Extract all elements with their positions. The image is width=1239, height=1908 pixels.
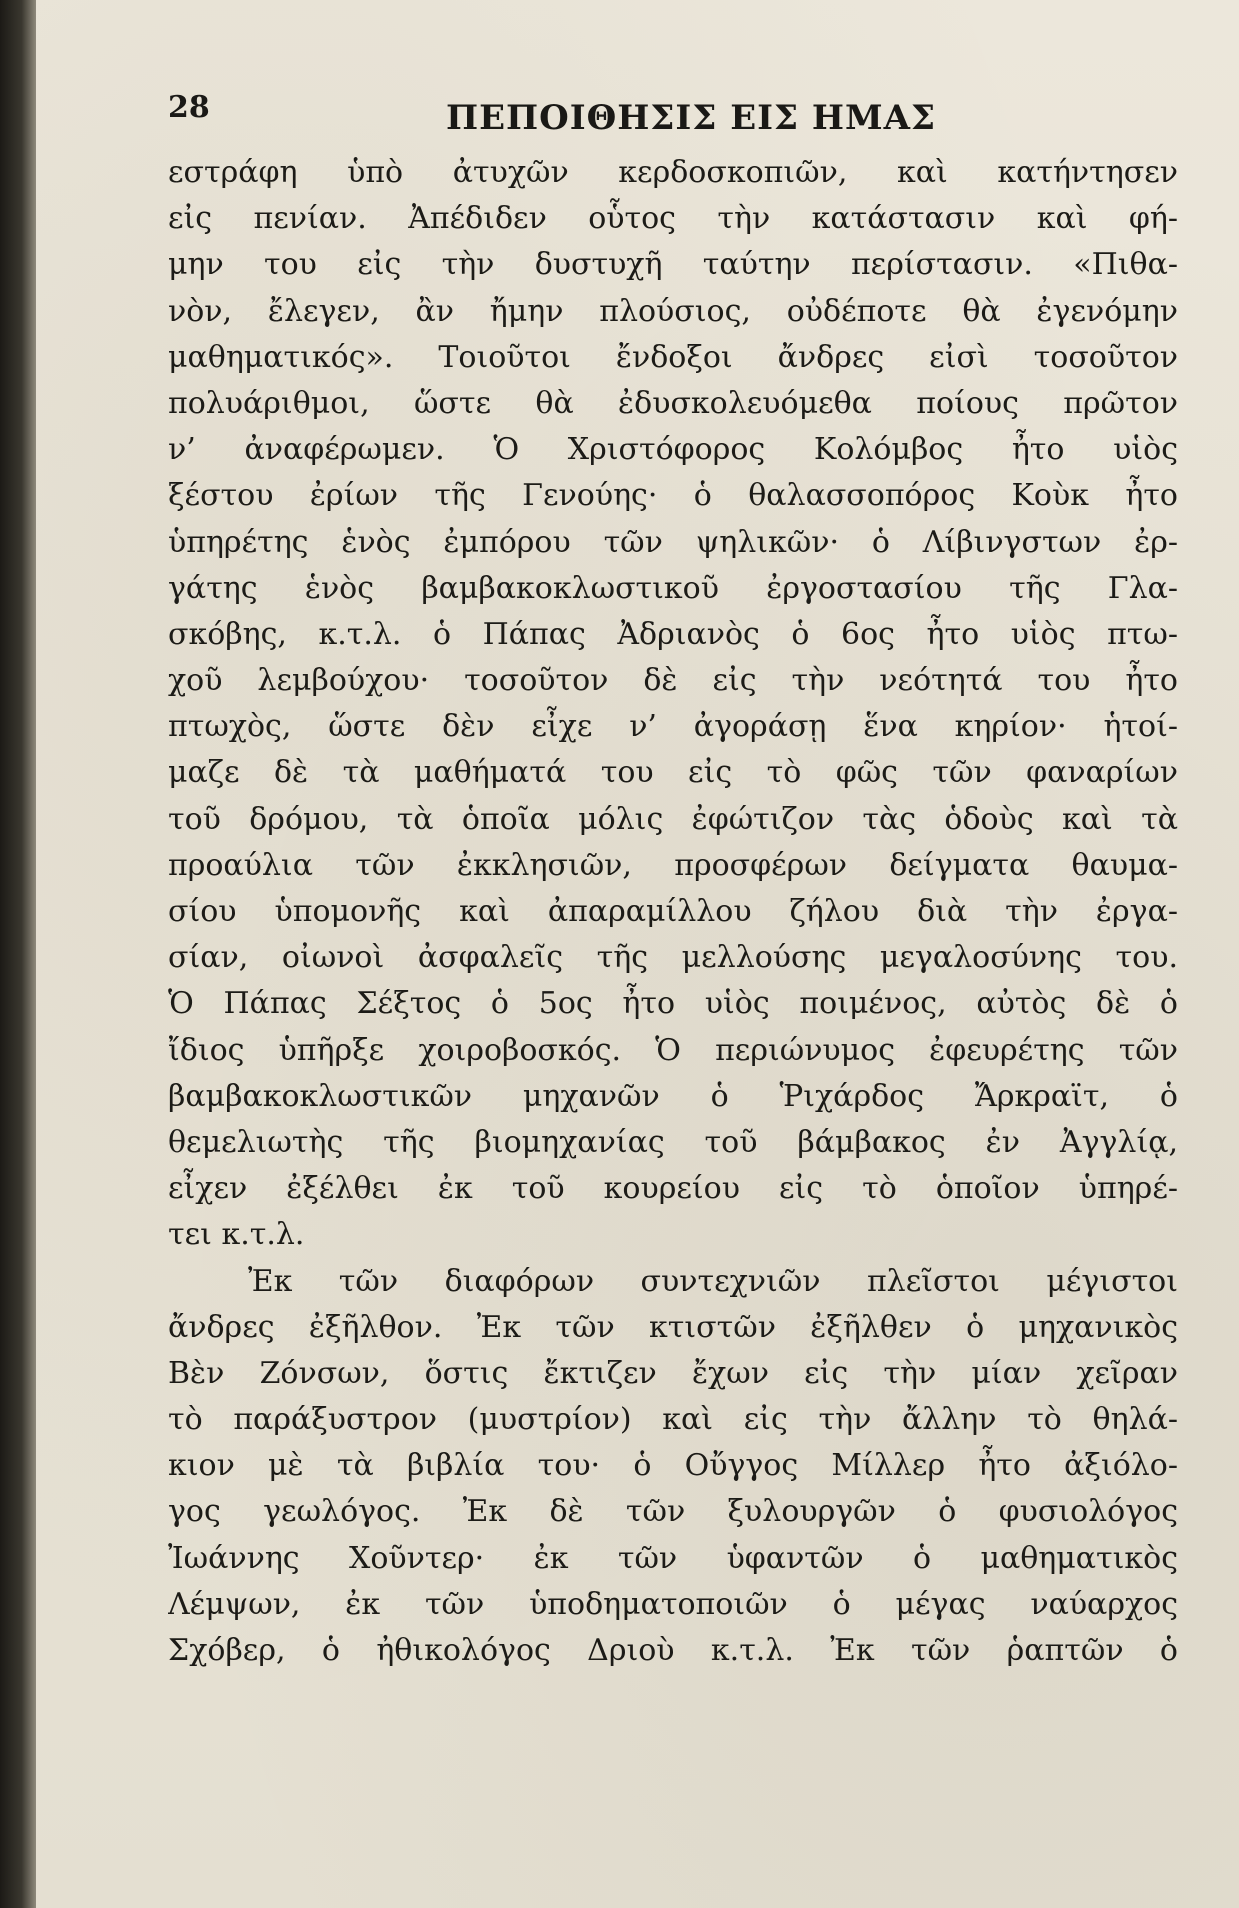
text-line: σκόβης, κ.τ.λ. ὁ Πάπας Ἀδριανὸς ὁ 6ος ἦτο υἱὸς πτω- <box>168 616 1178 652</box>
text-line: βαμβακοκλωστικῶν μηχανῶν ὁ Ῥιχάρδος Ἄρκραϊτ, ὁ <box>168 1078 1178 1114</box>
text-line: γος γεωλόγος. Ἐκ δὲ τῶν ξυλουργῶν ὁ φυσιολόγος <box>168 1494 1178 1530</box>
text-line: εστράφη ὑπὸ ἀτυχῶν κερδοσκοπιῶν, καὶ κατήντησεν <box>168 155 1178 190</box>
running-head: ΠΕΠΟΙΘΗΣΙΣ ΕΙΣ ΗΜΑΣ <box>446 98 937 138</box>
text-line: μαζε δὲ τὰ μαθήματά του εἰς τὸ φῶς τῶν φαναρίων <box>168 755 1178 791</box>
text-line: τοῦ δρόμου, τὰ ὁποῖα μόλις ἐφώτιζον τὰς ὁδοὺς καὶ τὰ <box>168 801 1178 837</box>
body-text <box>168 150 1178 1674</box>
text-line: Ἐκ τῶν διαφόρων συντεχνιῶν πλεῖστοι μέγιστοι <box>248 1263 1178 1299</box>
text-line: Ἰωάννης Χοῦντερ· ἐκ τῶν ὑφαντῶν ὁ μαθηματικὸς <box>168 1540 1178 1576</box>
text-line: γάτης ἑνὸς βαμβακοκλωστικοῦ ἐργοστασίου τῆς Γλα- <box>168 570 1178 606</box>
text-line: ἄνδρες ἐξῆλθον. Ἐκ τῶν κτιστῶν ἐξῆλθεν ὁ μηχανικὸς <box>168 1309 1178 1345</box>
text-line: κιον μὲ τὰ βιβλία του· ὁ Οὔγγος Μίλλερ ἦτο ἀξιόλο- <box>168 1448 1178 1484</box>
text-line: σίου ὑπομονῆς καὶ ἀπαραμίλλου ζήλου διὰ τὴν ἐργα- <box>168 894 1178 929</box>
text-line: τει κ.τ.λ. <box>168 1217 305 1253</box>
text-line: ν’ ἀναφέρωμεν. Ὁ Χριστόφορος Κολόμβος ἦτο υἱὸς <box>168 432 1178 468</box>
text-line: μαθηματικός». Τοιοῦτοι ἔνδοξοι ἄνδρες εἰσὶ τοσοῦτον <box>168 339 1178 375</box>
scan-edge <box>0 0 36 1908</box>
text-line: θεμελιωτὴς τῆς βιομηχανίας τοῦ βάμβακος ἐν Ἀγγλίᾳ, <box>168 1124 1178 1160</box>
text-line: ξέστου ἐρίων τῆς Γενούης· ὁ θαλασσοπόρος Κοὺκ ἦτο <box>168 478 1178 514</box>
text-line: Ὁ Πάπας Σέξτος ὁ 5ος ἦτο υἱὸς ποιμένος, αὐτὸς δὲ ὁ <box>168 986 1178 1022</box>
text-line: ὑπηρέτης ἑνὸς ἐμπόρου τῶν ψηλικῶν· ὁ Λίβινγστων ἐρ- <box>168 524 1178 560</box>
book-page <box>36 0 1239 1908</box>
text-line: Λέμψων, ἐκ τῶν ὑποδηματοποιῶν ὁ μέγας ναύαρχος <box>168 1586 1178 1622</box>
text-line: Βὲν Ζόνσων, ὅστις ἔκτιζεν ἔχων εἰς τὴν μίαν χεῖραν <box>168 1355 1178 1391</box>
text-line: πολυάριθμοι, ὥστε θὰ ἐδυσκολευόμεθα ποίους πρῶτον <box>168 385 1178 421</box>
text-line: εἶχεν ἐξέλθει ἐκ τοῦ κουρείου εἰς τὸ ὁποῖον ὑπηρέ- <box>168 1171 1178 1207</box>
text-line: σίαν, οἰωνοὶ ἀσφαλεῖς τῆς μελλούσης μεγαλοσύνης του. <box>168 940 1178 976</box>
text-line: ἴδιος ὑπῆρξε χοιροβοσκός. Ὁ περιώνυμος ἐφευρέτης τῶν <box>168 1032 1178 1068</box>
text-line: εἰς πενίαν. Ἀπέδιδεν οὗτος τὴν κατάστασιν καὶ φή- <box>168 201 1178 237</box>
text-line: Σχόβερ, ὁ ἠθικολόγος Δριοὺ κ.τ.λ. Ἐκ τῶν ῥαπτῶν ὁ <box>168 1633 1178 1668</box>
page-number: 28 <box>168 90 210 125</box>
text-line: νὸν, ἔλεγεν, ἂν ἤμην πλούσιος, οὐδέποτε θὰ ἐγενόμην <box>168 293 1178 329</box>
text-line: μην του εἰς τὴν δυστυχῆ ταύτην περίστασιν. «Πιθα- <box>168 247 1178 283</box>
text-line: πτωχὸς, ὥστε δὲν εἶχε ν’ ἀγοράσῃ ἕνα κηρίον· ἡτοί- <box>168 709 1178 745</box>
text-line: τὸ παράξυστρον (μυστρίον) καὶ εἰς τὴν ἄλλην τὸ θηλά- <box>168 1402 1178 1438</box>
text-line: προαύλια τῶν ἐκκλησιῶν, προσφέρων δείγματα θαυμα- <box>168 847 1178 883</box>
text-line: χοῦ λεμβούχου· τοσοῦτον δὲ εἰς τὴν νεότητά του ἦτο <box>168 663 1178 699</box>
